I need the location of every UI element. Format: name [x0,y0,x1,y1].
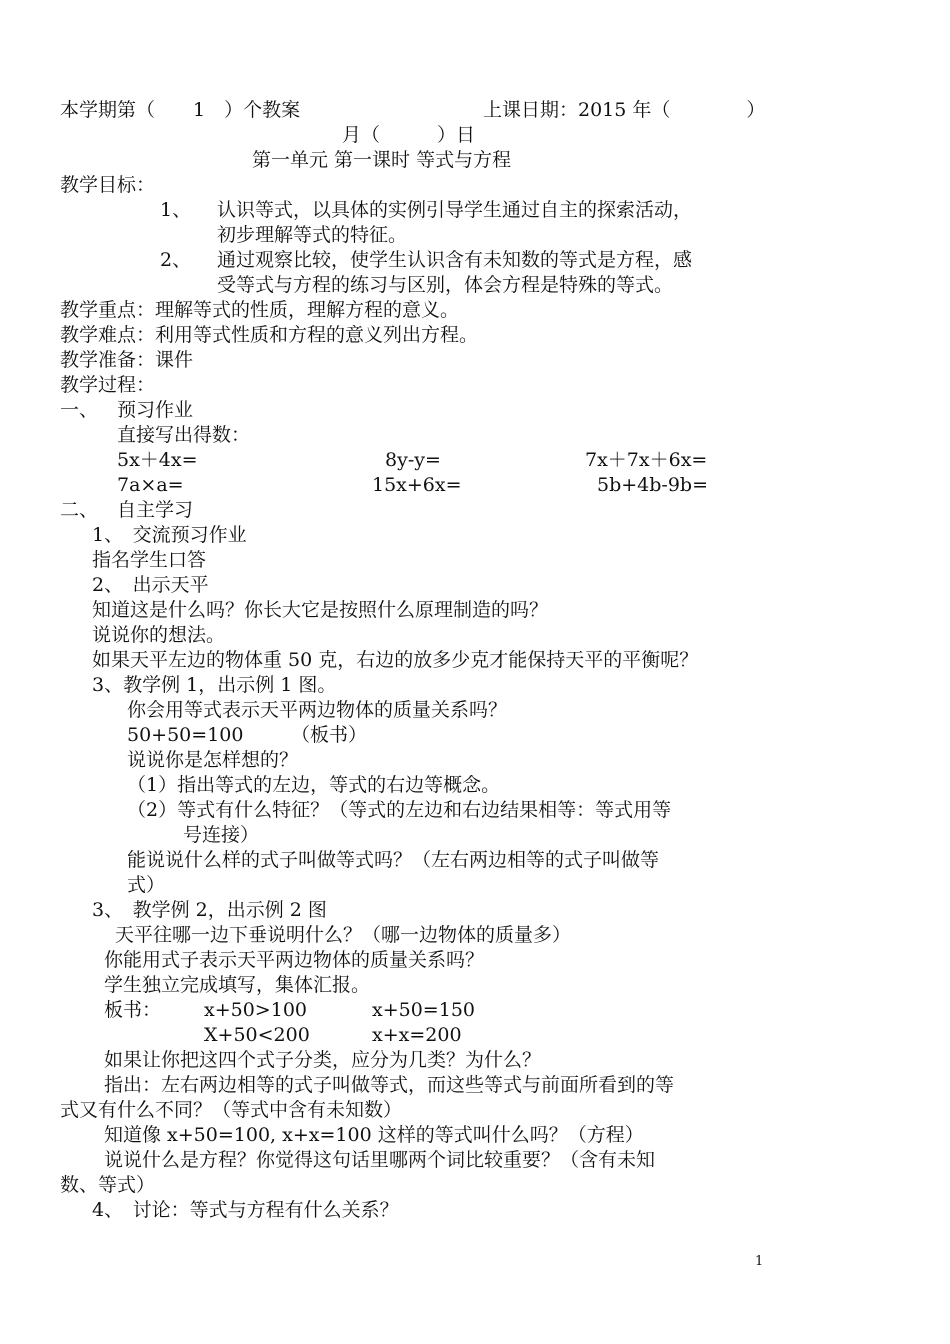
section-number: 一、 [60,399,99,421]
key-point: 教学重点：理解等式的性质，理解方程的意义。 [60,299,460,321]
body-line: 如果让你把这四个式子分类，应分为几类？为什么？ [104,1049,542,1071]
process-label: 教学过程： [60,374,156,396]
section-title: 自主学习 [117,499,194,521]
objective-number: 2、 [160,249,192,271]
body-line: 天平往哪一边下垂说明什么？（哪一边物体的质量多） [115,924,572,946]
exercise-item: 5b+4b-9b= [597,474,709,496]
body-line: 能说说什么样的式子叫做等式吗？（左右两边相等的式子叫做等 [127,849,660,871]
objective-text: 初步理解等式的特征。 [217,224,408,246]
body-line: 4、 讨论：等式与方程有什么关系？ [92,1199,399,1221]
lesson-title: 第一单元 第一课时 等式与方程 [252,149,512,171]
body-line: 50+50=100 （板书） [127,724,367,746]
body-line: 式又有什么不同？（等式中含有未知数） [60,1099,403,1121]
section-number: 二、 [60,499,99,521]
body-line: 知道这是什么吗？你长大它是按照什么原理制造的吗？ [92,599,549,621]
body-line: 3、教学例 1，出示例 1 图。 [92,674,337,696]
body-line: 指名学生口答 [92,549,207,571]
body-line: 说说你的想法。 [92,624,226,646]
body-line: 2、 出示天平 [92,574,209,596]
exercise-item: 5x＋4x= [117,449,198,471]
exercise-item: 7a×a= [117,474,184,496]
board-formula: x+50=150 [372,999,475,1021]
body-line: 如果天平左边的物体重 50 克，右边的放多少克才能保持天平的平衡呢？ [92,649,699,671]
body-line: 你会用等式表示天平两边物体的质量关系吗？ [127,699,508,721]
exercise-item: 15x+6x= [372,474,462,496]
board-formula: X+50<200 [204,1024,310,1046]
body-line: 指出：左右两边相等的式子叫做等式，而这些等式与前面所看到的等 [104,1074,675,1096]
objective-number: 1、 [160,199,192,221]
lesson-number-line: 本学期第（ 1 ）个教案 [60,99,301,121]
section-title: 预习作业 [117,399,194,421]
body-line: （1）指出等式的左边，等式的右边等概念。 [127,774,501,796]
preparation: 教学准备：课件 [60,349,194,371]
body-line: 号连接） [183,824,260,846]
body-line: 知道像 x+50=100, x+x=100 这样的等式叫什么吗？（方程） [104,1124,644,1146]
board-formula: x+50>100 [204,999,307,1021]
board-formula: x+x=200 [372,1024,462,1046]
page-number: 1 [755,1254,764,1269]
objective-text: 通过观察比较，使学生认识含有未知数的等式是方程，感 [217,249,693,271]
body-line: 学生独立完成填写，集体汇报。 [104,974,371,996]
body-line: 你能用式子表示天平两边物体的质量关系吗？ [104,949,485,971]
exercise-item: 8y-y= [385,449,441,471]
difficulty: 教学难点：利用等式性质和方程的意义列出方程。 [60,324,479,346]
body-line: 1、 交流预习作业 [92,524,247,546]
body-line: （2）等式有什么特征？（等式的左边和右边结果相等：等式用等 [127,799,672,821]
objective-text: 受等式与方程的练习与区别，体会方程是特殊的等式。 [217,274,674,296]
exercise-instruction: 直接写出得数： [117,424,251,446]
exercise-item: 7x＋7x＋6x= [585,449,708,471]
body-line: 说说你是怎样想的？ [127,749,299,771]
objectives-label: 教学目标： [60,174,156,196]
body-line: 式） [127,874,166,896]
lesson-date-line: 上课日期：2015 年（ ） [483,99,766,121]
board-label: 板书： [104,999,162,1021]
body-line: 3、 教学例 2，出示例 2 图 [92,899,327,921]
objective-text: 认识等式，以具体的实例引导学生通过自主的探索活动， [217,199,693,221]
lesson-date-month-day: 月（ ）日 [342,124,476,146]
body-line: 说说什么是方程？你觉得这句话里哪两个词比较重要？（含有未知 [104,1149,656,1171]
body-line: 数、等式） [60,1174,156,1196]
